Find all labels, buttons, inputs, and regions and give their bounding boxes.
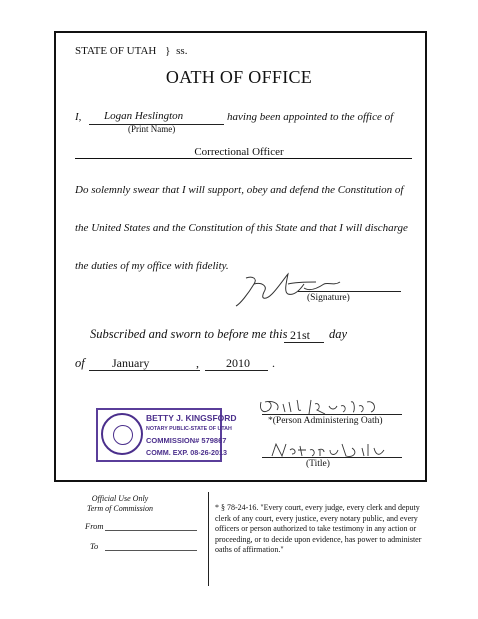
- ss-text: ss.: [176, 45, 188, 57]
- of-label: of: [75, 356, 85, 370]
- to-label: To: [90, 541, 99, 551]
- year-underline: [205, 370, 268, 371]
- office-value: Correctional Officer: [194, 146, 284, 158]
- day-value: 21st: [290, 328, 311, 342]
- office-underline: [75, 158, 412, 159]
- oath-paragraph-line-1: Do solemnly swear that I will support, obey and defend the Constitution of: [75, 184, 404, 196]
- signature-line: [298, 291, 401, 292]
- day-label: day: [329, 327, 348, 341]
- stamp-expiry: COMM. EXP. 08-26-2013: [146, 448, 227, 457]
- administrator-line: [262, 414, 402, 415]
- day-underline: [284, 342, 324, 343]
- i-label: I,: [75, 111, 82, 123]
- title-label: (Title): [306, 459, 330, 469]
- stamp-name: BETTY J. KINGSFORD: [146, 413, 237, 423]
- venue-brace: }: [165, 45, 171, 57]
- statute-text: * § 78-24-16. "Every court, every judge, every clerk and deputy clerk of any court, every justice, every notary public, and every officers or person authorized to take testimony in any action or proceeding, or to decide upon evidence, has power to administer oaths of affirmation.": [215, 503, 422, 554]
- document-title: OATH OF OFFICE: [165, 67, 313, 87]
- oath-paragraph-line-2: the United States and the Constitution of this State and that I will discharge: [75, 222, 408, 234]
- printed-name-value: Logan Heslington: [104, 110, 184, 122]
- date-period: .: [272, 356, 275, 370]
- title-line: [262, 457, 402, 458]
- subscribed-text: Subscribed and sworn to before me this: [90, 327, 288, 341]
- print-name-label: (Print Name): [128, 124, 176, 134]
- to-line: [105, 550, 197, 551]
- oath-paragraph-line-3: the duties of my office with fidelity.: [75, 260, 229, 272]
- date-comma: ,: [196, 356, 199, 370]
- from-label: From: [85, 521, 104, 531]
- official-use-box: [60, 494, 180, 514]
- month-underline: [89, 370, 200, 371]
- footer-divider: [208, 492, 209, 586]
- administrator-label: *(Person Administering Oath): [268, 416, 383, 426]
- state-text: STATE OF UTAH: [75, 45, 157, 57]
- signature-label: (Signature): [307, 293, 350, 303]
- month-value: January: [112, 356, 150, 370]
- year-value: 2010: [226, 356, 250, 370]
- official-use-label: Official Use Only: [91, 494, 149, 503]
- stamp-commission: COMMISSION# 579867: [146, 436, 227, 445]
- notary-stamp: [96, 408, 237, 462]
- stamp-notary-line: NOTARY PUBLIC-STATE OF UTAH: [146, 426, 232, 432]
- term-of-commission-label: Term of Commission: [87, 504, 153, 513]
- from-line: [105, 530, 197, 531]
- appointed-text: having been appointed to the office of: [227, 111, 394, 123]
- seal-center: [113, 425, 133, 445]
- notary-seal-icon: [101, 413, 143, 455]
- venue-line: [75, 45, 187, 57]
